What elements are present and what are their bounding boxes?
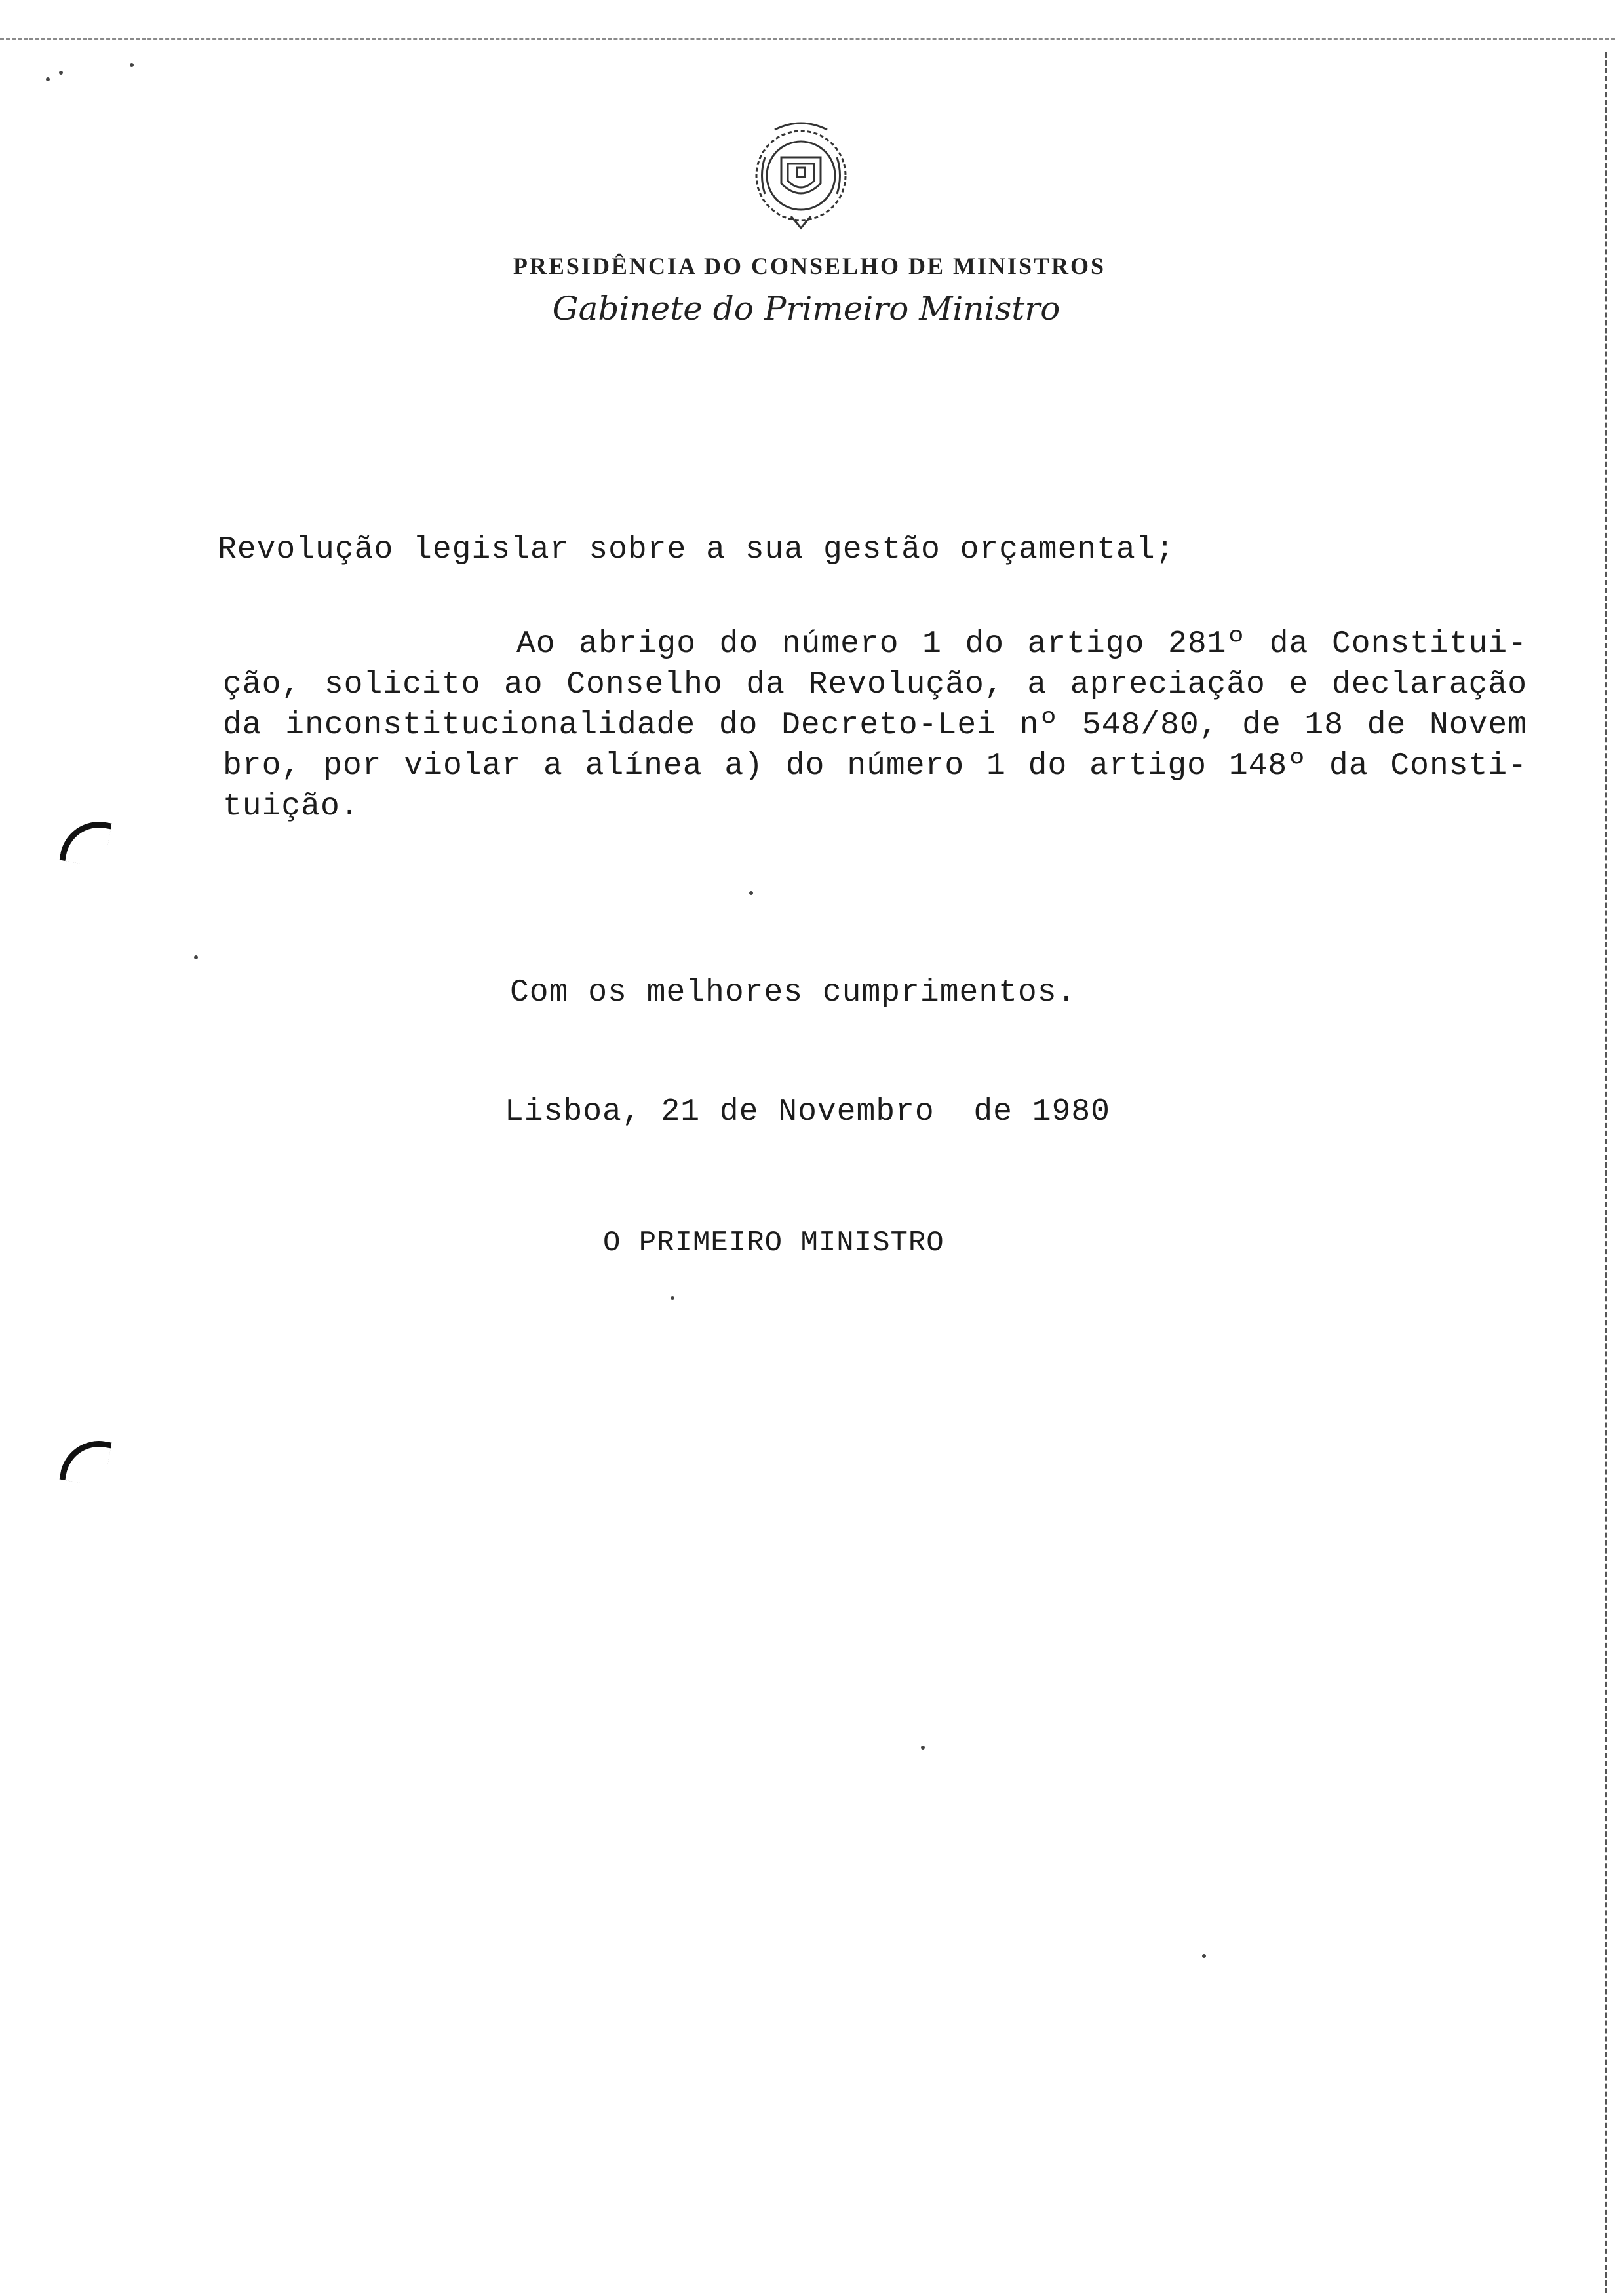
scan-speck (749, 891, 753, 895)
scan-speck (1202, 1954, 1206, 1958)
paragraph-line: da inconstitucionalidade do Decreto-Lei nº 548/80, de 18 de Novem (223, 708, 1527, 743)
scan-speck (130, 63, 134, 67)
paragraph-line: ção, solicito ao Conselho da Revolução, a apreciação e declaração (223, 667, 1527, 702)
closing-salutation: Com os melhores cumprimentos. (510, 975, 1077, 1010)
scan-right-edge (1605, 52, 1607, 2293)
coat-of-arms-emblem (735, 118, 866, 233)
opening-line: Revolução legislar sobre a sua gestão orçamental; (218, 532, 1175, 567)
scan-speck (921, 1746, 925, 1750)
punch-hole-mark (60, 1435, 112, 1487)
request-paragraph (223, 624, 1527, 827)
letterhead-office: Gabinete do Primeiro Ministro (552, 290, 1060, 328)
letterhead-organization: PRESIDÊNCIA DO CONSELHO DE MINISTROS (513, 253, 1106, 279)
scan-speck (46, 77, 50, 81)
scan-speck (671, 1296, 674, 1300)
paragraph-line: Ao abrigo do número 1 do artigo 281º da Constitui- (516, 626, 1527, 662)
scan-speck (194, 955, 198, 959)
paragraph-line: tuição. (223, 789, 360, 824)
signatory-title: O PRIMEIRO MINISTRO (603, 1227, 944, 1259)
place-and-date: Lisboa, 21 de Novembro de 1980 (505, 1094, 1110, 1130)
paragraph-line: bro, por violar a alínea a) do número 1 do artigo 148º da Consti- (223, 748, 1527, 784)
punch-hole-mark (60, 816, 112, 868)
scan-top-edge (0, 38, 1615, 40)
scan-speck (59, 71, 63, 75)
